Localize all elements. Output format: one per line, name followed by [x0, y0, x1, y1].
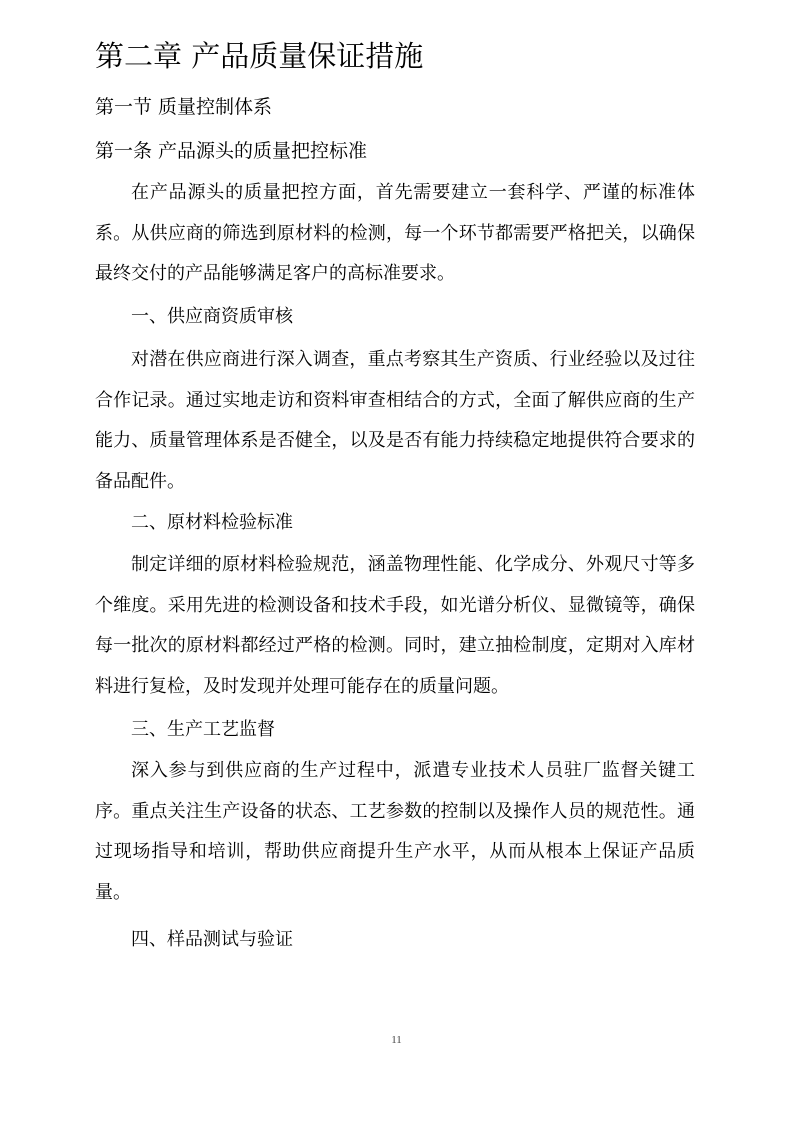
item-paragraph-3: 深入参与到供应商的生产过程中，派遣专业技术人员驻厂监督关键工序。重点关注生产设备的状态、工艺参数的控制以及操作人员的规范性。通过现场指导和培训，帮助供应商提升生产水平，从而从根本上保证产品质量。: [95, 760, 695, 903]
article-title: 第一条 产品源头的质量把控标准: [95, 140, 368, 162]
item-paragraph-2: 制定详细的原材料检验规范，涵盖物理性能、化学成分、外观尺寸等多个维度。采用先进的检测设备和技术手段，如光谱分析仪、显微镜等，确保每一批次的原材料都经过严格的检测。同时，建立抽检制度，定期对入库材料进行复检，及时发现并处理可能存在的质量问题。: [95, 554, 695, 697]
page-number: 11: [391, 1034, 402, 1046]
chapter-title: 第二章 产品质量保证措施: [95, 39, 424, 73]
item-paragraph-1: 对潜在供应商进行深入调查，重点考察其生产资质、行业经验以及过往合作记录。通过实地走访和资料审查相结合的方式，全面了解供应商的生产能力、质量管理体系是否健全，以及是否有能力持续稳定地提供符合要求的备品配件。: [95, 349, 695, 492]
item-heading-2: 二、原材料检验标准: [131, 512, 293, 533]
item-heading-1: 一、供应商资质审核: [131, 306, 293, 327]
section-title: 第一节 质量控制体系: [95, 96, 273, 118]
item-heading-3: 三、生产工艺监督: [131, 719, 275, 740]
intro-paragraph: 在产品源头的质量把控方面，首先需要建立一套科学、严谨的标准体系。从供应商的筛选到原材料的检测，每一个环节都需要严格把关，以确保最终交付的产品能够满足客户的高标准要求。: [95, 182, 695, 284]
item-heading-4: 四、样品测试与验证: [131, 929, 293, 950]
